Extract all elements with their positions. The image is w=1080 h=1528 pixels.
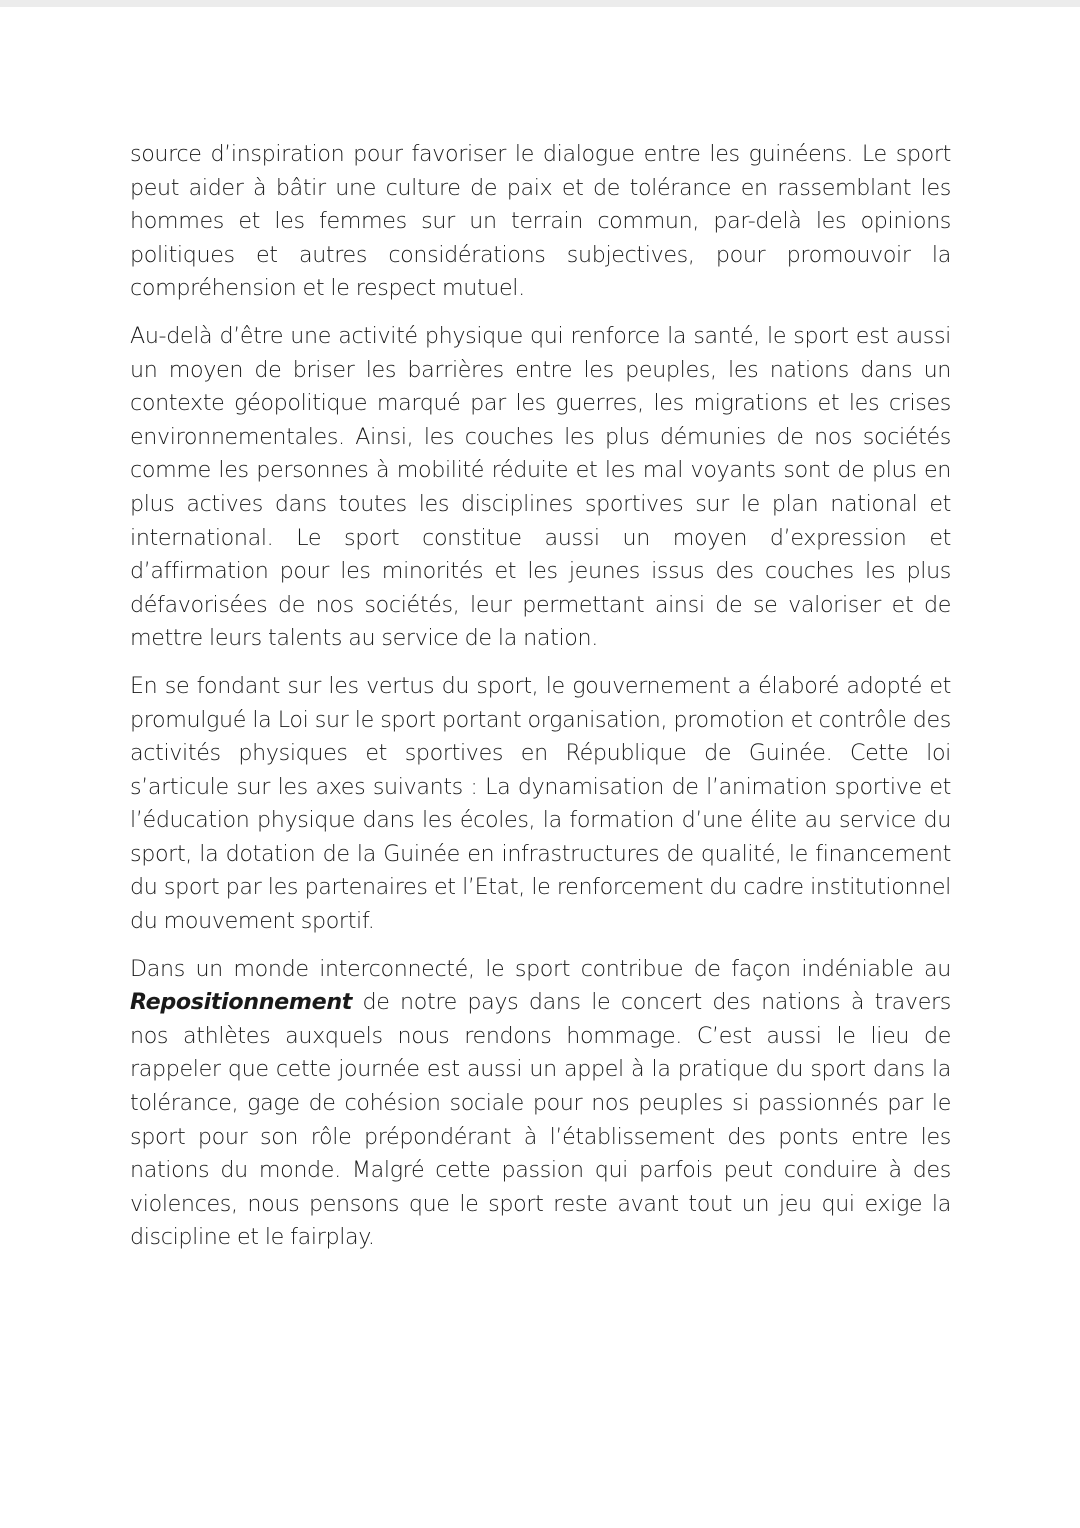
paragraph-4-text-after: de notre pays dans le concert des nations à travers nos athlètes auxquels nous rendons hommage. C’est aussi le lieu de rappeler que cette journée est aussi un appel à la pratique du sport dans la tolérance, gage de cohésion sociale pour nos peuples si passionnés par le sport pour son rôle prépondérant à l’établissement des ponts entre les nations du monde. Malgré cette passion qui parfois peut conduire à des violences, nous pensons que le sport reste avant tout un jeu qui exige la discipline et le fairplay. (130, 989, 951, 1251)
emphasized-term: Repositionnement (130, 989, 353, 1016)
paragraph-1: source d’inspiration pour favoriser le dialogue entre les guinéens. Le sport peut aider à bâtir une culture de paix et de tolérance en rassemblant les hommes et les femmes sur un terrain commun, par-delà les opinions politiques et autres considérations subjectives, pour promouvoir la compréhension et le respect mutuel. (130, 141, 951, 302)
paragraph-4 (130, 953, 951, 1255)
paragraph-4-text-before: Dans un monde interconnecté, le sport contribue de façon indéniable au (130, 955, 951, 982)
paragraph-2: Au-delà d’être une activité physique qui renforce la santé, le sport est aussi un moyen de briser les barrières entre les peuples, les nations dans un contexte géopolitique marqué par les guerres, les migrations et les crises environnementales. Ainsi, les couches les plus démunies de nos sociétés comme les personnes à mobilité réduite et les mal voyants sont de plus en plus actives dans toutes les disciplines sportives sur le plan national et international. Le sport constitue aussi un moyen d’expression et d’affirmation pour les minorités et les jeunes issus des couches les plus défavorisées de nos sociétés, leur permettant ainsi de se valoriser et de mettre leurs talents au service de la nation. (130, 322, 951, 652)
document-page (130, 138, 951, 1269)
paragraph-3: En se fondant sur les vertus du sport, le gouvernement a élaboré adopté et promulgué la Loi sur le sport portant organisation, promotion et contrôle des activités physiques et sportives en République de Guinée. Cette loi s’articule sur les axes suivants : La dynamisation de l’animation sportive et l’éducation physique dans les écoles, la formation d’une élite au service du sport, la dotation de la Guinée en infrastructures de qualité, le financement du sport par les partenaires et l’Etat, le renforcement du cadre institutionnel du mouvement sportif. (130, 672, 951, 935)
top-bar (0, 0, 1080, 7)
